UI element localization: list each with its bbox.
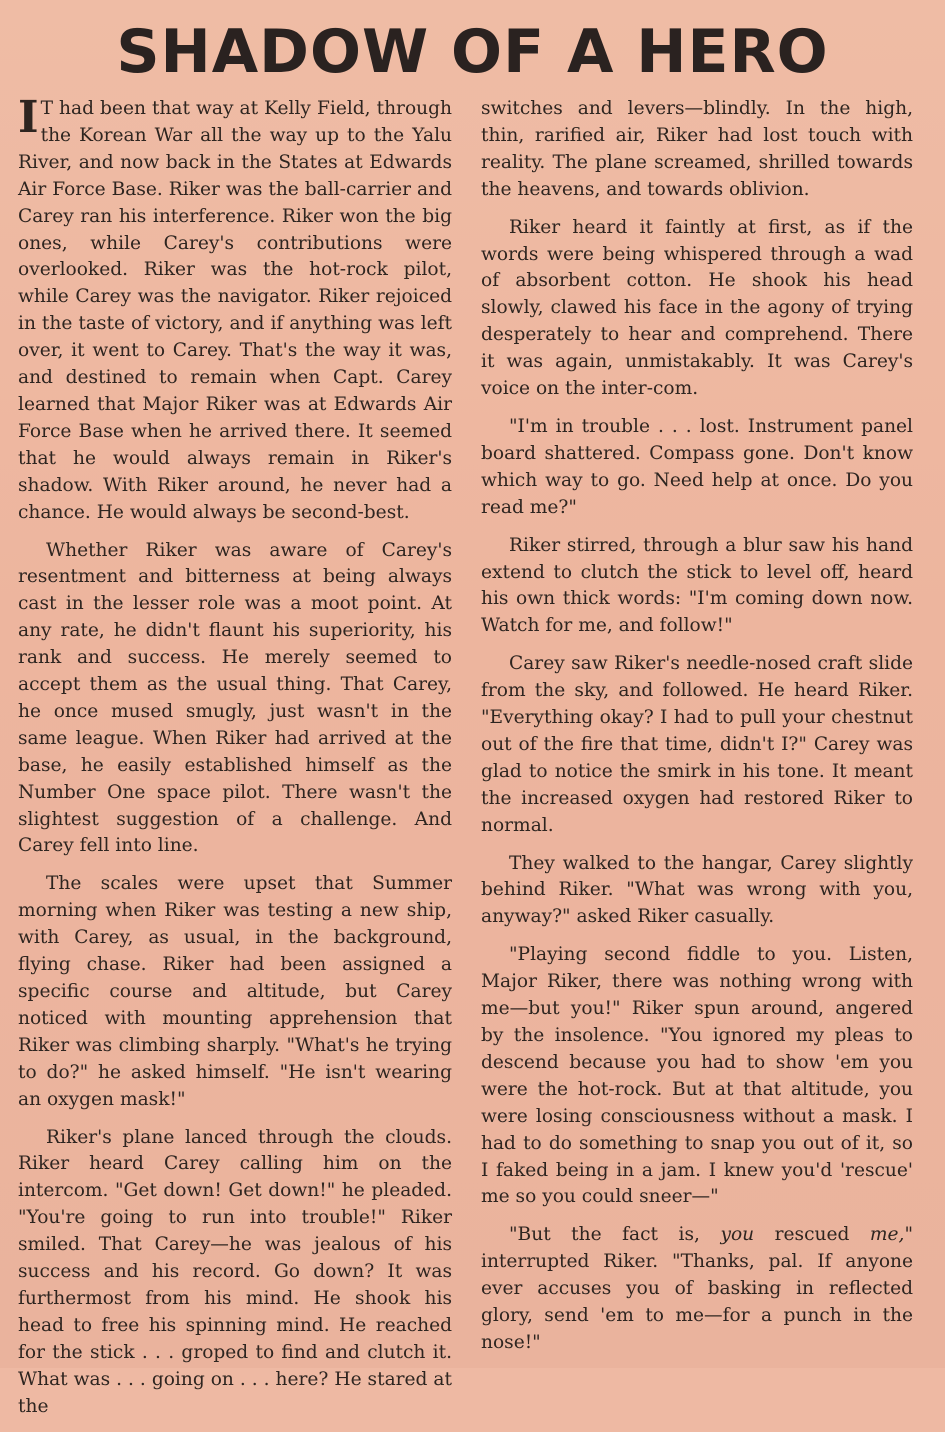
paragraph bbox=[18, 92, 452, 527]
paragraph: They walked to the hangar, Carey slightly behind Riker. "What was wrong with you, anyway?" asked Riker casually. bbox=[481, 852, 913, 928]
paragraph: Riker's plane lanced through the clouds. Riker heard Carey calling him on the intercom. "Get down! Get down!" he pleaded. "You're going to run into trouble!" Riker smiled. That Carey—he was jealous of his success and his record. Go down? It was furthermost from his mind. He shook his head to free his spinning mind. He reached for the stick . . . groped to find and clutch it. What was . . . going on . . . here? He stared at the bbox=[18, 1126, 452, 1417]
paragraph bbox=[481, 1222, 913, 1357]
paragraph-text: T had been that way at Kelly Field, through the Korean War all the way up to the Yalu River, and now back in the States at Edwards Air Force Base. Riker was the ball-carrier and Carey ran his interference. Riker won the big ones, while Carey's contributions were overlooked. Riker was the hot-rock pilot, while Carey was the navigator. Riker rejoiced in the taste of victory, and if anything was left over, it went to Carey. That's the way it was, and destined to remain when Capt. Carey learned that Major Riker was at Edwards Air Force Base when he arrived there. It seemed that he would always remain in Riker's shadow. With Riker around, he never had a chance. He would always be second-best. bbox=[18, 98, 452, 523]
paragraph: Riker stirred, through a blur saw his hand extend to clutch the stick to level off, heard his own thick words: "I'm coming down now. Watch for me, and follow!" bbox=[481, 534, 913, 637]
story-title: SHADOW OF A HERO bbox=[116, 17, 829, 87]
emphasis-you: you bbox=[720, 1224, 755, 1246]
paragraph: Riker heard it faintly at first, as if the words were being whispered through a wad of absorbent cotton. He shook his head slowly, clawed his face in the agony of trying desperately to hear and comprehend. There it was again, unmistakably. It was Carey's voice on the inter-com. bbox=[481, 216, 913, 400]
paragraph-text: rescued bbox=[754, 1224, 870, 1246]
paragraph: "I'm in trouble . . . lost. Instrument panel board shattered. Compass gone. Don't know which way to go. Need help at once. Do you read me?" bbox=[481, 415, 913, 518]
drop-cap: I bbox=[18, 92, 39, 143]
paragraph-text: "But the fact is, bbox=[509, 1224, 721, 1246]
emphasis-me: me, bbox=[869, 1224, 905, 1246]
paragraph: Whether Riker was aware of Carey's resentment and bitterness at being always cast in the lesser role was a moot point. At any rate, he didn't flaunt his superiority, his rank and success. He merely seemed to accept them as the usual thing. That Carey, he once mused smugly, just wasn't in the same league. When Riker had arrived at the base, he easily established himself as the Number One space pilot. There wasn't the slightest suggestion of a challenge. And Carey fell into line. bbox=[18, 539, 452, 857]
paragraph: Carey saw Riker's needle-nosed craft slide from the sky, and followed. He heard Riker. "Everything okay? I had to pull your chestnut out of the fire that time, didn't I?" Carey was glad to notice the smirk in his tone. It meant the increased oxygen had restored Riker to normal. bbox=[481, 653, 913, 836]
paragraph: "Playing second fiddle to you. Listen, Major Riker, there was nothing wrong with me—but you!" Riker spun around, angered by the insolence. "You ignored my pleas to descend because you had to show 'em you were the hot-rock. But at that altitude, you were losing consciousness without a mask. I had to do something to snap you out of it, so I faked being in a jam. I knew you'd 'rescue' me so you could sneer—" bbox=[481, 944, 913, 1208]
paragraph: switches and levers—blindly. In the high, thin, rarified air, Riker had lost touch with reality. The plane screamed, shrilled towards the heavens, and towards oblivion. bbox=[481, 98, 913, 200]
paragraph-text: " interrupted Riker. "Thanks, pal. If anyone ever accuses you of basking in reflected glory, send 'em to me—for a punch in the nose!" bbox=[481, 1224, 913, 1353]
paragraph: The scales were upset that Summer morning when Riker was testing a new ship, with Carey, as usual, in the background, flying chase. Riker had been assigned a specific course and altitude, but Carey noticed with mounting apprehension that Riker was climbing sharply. "What's he trying to do?" he asked himself. "He isn't wearing an oxygen mask!" bbox=[18, 873, 452, 1110]
right-column bbox=[481, 96, 913, 1368]
left-column bbox=[18, 92, 452, 1432]
